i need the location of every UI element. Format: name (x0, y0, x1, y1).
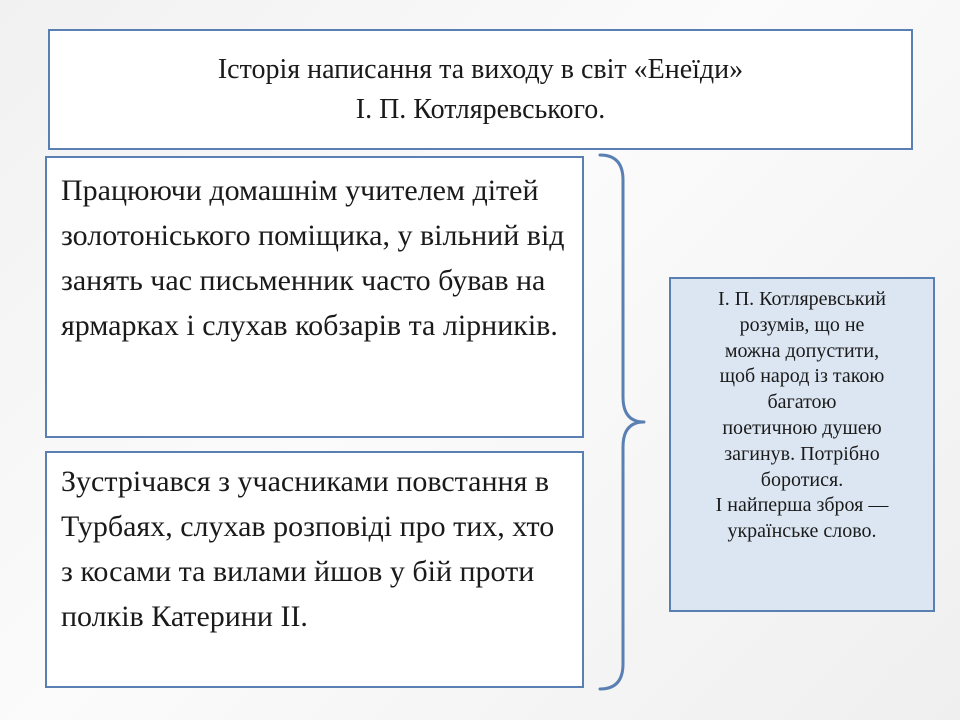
note-line: можна допустити, (724, 339, 880, 362)
fact-text-teacher: Працюючи домашнім учителем дітей золотоніського поміщика, у вільний від занять час письменник часто бував на ярмарках і слухав кобзарів та лірників. (61, 174, 565, 342)
fact-text-uprising: Зустрічався з учасниками повстання в Турбаях, слухав розповіді про тих, хто з косами та вилами йшов у бій проти полків Катерини ІІ. (61, 465, 555, 633)
title-line-1: Історія написання та виходу в світ «Енеїди» (217, 53, 744, 85)
note-line: загинув. Потрібно (724, 442, 880, 465)
note-line: І найперша зброя — (715, 494, 889, 517)
note-line: розумів, що не (739, 313, 865, 336)
title-box (48, 29, 913, 150)
fact-box-uprising (45, 451, 584, 688)
note-line: поетичною душею (722, 416, 882, 439)
brace-path (600, 155, 644, 689)
note-line: багатою (767, 391, 837, 414)
conclusion-note (669, 277, 935, 612)
fact-box-teacher (45, 156, 584, 438)
note-line: щоб народ із такою (719, 365, 885, 388)
note-line: українське слово. (727, 520, 877, 543)
note-line: боротися. (760, 468, 844, 491)
right-curly-brace (596, 150, 656, 694)
title-line-2: І. П. Котляревського. (355, 93, 606, 125)
note-line: І. П. Котляревський (718, 288, 886, 310)
